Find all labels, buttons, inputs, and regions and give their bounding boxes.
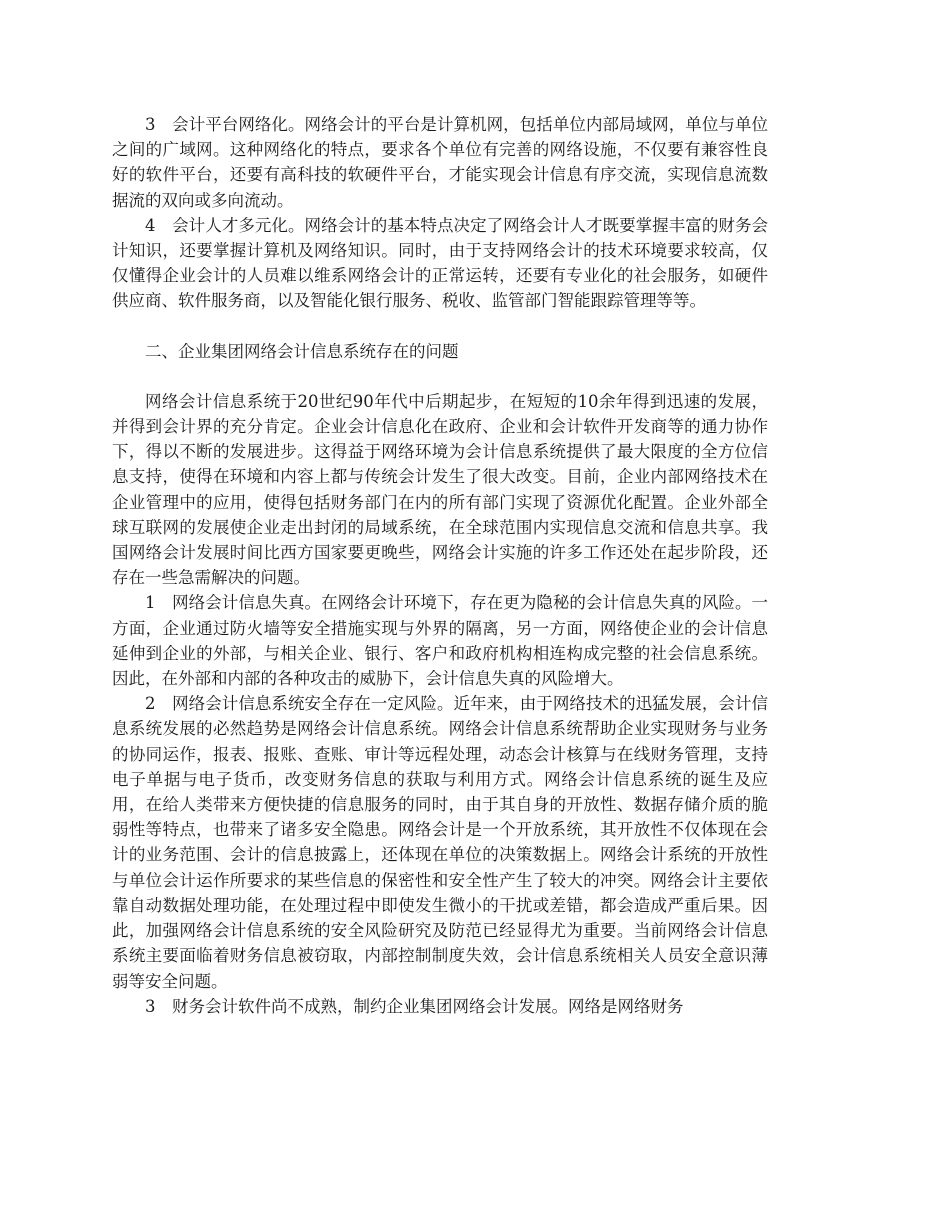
section-heading: 二、企业集团网络会计信息系统存在的问题 (145, 341, 459, 361)
spacer (112, 314, 768, 339)
paragraph-platform-networking: 3 会计平台网络化。网络会计的平台是计算机网，包括单位内部局域网，单位与单位之间的广域网。这种网络化的特点，要求各个单位有完善的网络设施，不仅要有兼容性良好的软件平台，还要有高科技的软硬件平台，才能实现会计信息有序交流，实现信息流数据流的双向或多向流动。 (112, 115, 768, 210)
paragraph-security-risk: 2 网络会计信息系统安全存在一定风险。近年来，由于网络技术的迅猛发展，会计信息系统发展的必然趋势是网络会计信息系统。网络会计信息系统帮助企业实现财务与业务的协同运作，报表、报账、查账、审计等远程处理，动态会计核算与在线财务管理，支持电子单据与电子货币，改变财务信息的获取与利用方式。网络会计信息系统的诞生及应用，在给人类带来方便快捷的信息服务的同时，由于其自身的开放性、数据存储介质的脆弱性等特点，也带来了诸多安全隐患。网络会计是一个开放系统，其开放性不仅体现在会计的业务范围、会计的信息披露上，还体现在单位的决策数据上。网络会计系统的开放性与单位会计运作所要求的某些信息的保密性和安全性产生了较大的冲突。网络会计主要依靠自动数据处理功能，在处理过程中即使发生微小的干扰或差错，都会造成严重后果。因此，加强网络会计信息系统的安全风险研究及防范已经显得尤为重要。当前网络会计信息系统主要面临着财务信息被窃取，内部控制制度失效，会计信息系统相关人员安全意识薄弱等安全问题。 (112, 694, 768, 991)
spacer (112, 364, 768, 389)
paragraph-talent-diversification: 4 会计人才多元化。网络会计的基本特点决定了网络会计人才既要掌握丰富的财务会计知识，还要掌握计算机及网络知识。同时，由于支持网络会计的技术环境要求较高，仅仅懂得企业会计的人员难以维系网络会计的正常运转，还要有专业化的社会服务，如硬件供应商、软件服务商，以及智能化银行服务、税收、监管部门智能跟踪管理等等。 (112, 215, 768, 311)
paragraph-information-distortion: 1 网络会计信息失真。在网络会计环境下，存在更为隐秘的会计信息失真的风险。一方面，企业通过防火墙等安全措施实现与外界的隔离，另一方面，网络使企业的会计信息延伸到企业的外部，与相关企业、银行、客户和政府机构相连构成完整的社会信息系统。因此，在外部和内部的各种攻击的威胁下，会计信息失真的风险增大。 (112, 593, 768, 689)
document-page (112, 112, 768, 1019)
paragraph-system-overview: 网络会计信息系统于20世纪90年代中后期起步，在短短的10余年得到迅速的发展，并得到会计界的充分肯定。企业会计信息化在政府、企业和会计软件开发商等的通力协作下，得以不断的发展进步。这得益于网络环境为会计信息系统提供了最大限度的全方位信息支持，使得在环境和内容上都与传统会计发生了很大改变。目前，企业内部网络技术在企业管理中的应用，使得包括财务部门在内的所有部门实现了资源优化配置。企业外部全球互联网的发展使企业走出封闭的局域系统，在全球范围内实现信息交流和信息共享。我国网络会计发展时间比西方国家要更晚些，网络会计实施的许多工作还处在起步阶段，还存在一些急需解决的问题。 (112, 391, 768, 588)
paragraph-software-immaturity: 3 财务会计软件尚不成熟，制约企业集团网络会计发展。网络是网络财务 (145, 996, 684, 1016)
